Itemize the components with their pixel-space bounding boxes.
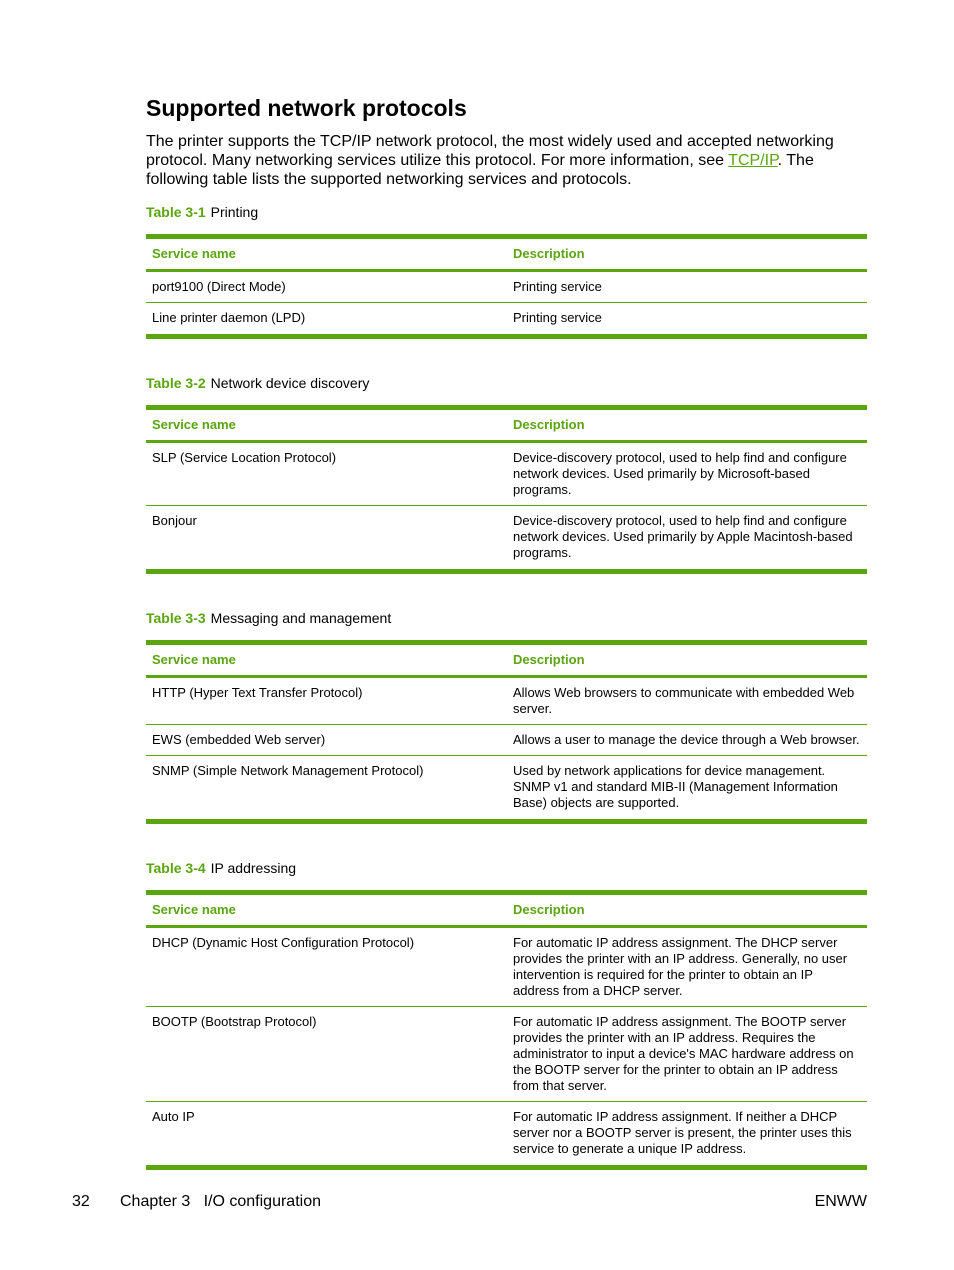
- table-ip-addressing: [146, 890, 867, 1170]
- table-row: [146, 271, 867, 303]
- column-header-service-name: Service name: [146, 237, 507, 271]
- column-header-description: Description: [507, 237, 867, 271]
- table-number: Table 3-3: [146, 610, 206, 626]
- service-name-cell: DHCP (Dynamic Host Configuration Protocol): [146, 927, 507, 1007]
- description-cell: Printing service: [507, 271, 867, 303]
- table-row: [146, 756, 867, 822]
- column-header-description: Description: [507, 643, 867, 677]
- table-header-row: [146, 893, 867, 927]
- table-printing: [146, 234, 867, 339]
- description-cell: For automatic IP address assignment. If neither a DHCP server nor a BOOTP server is present, the printer uses this service to generate a unique IP address.: [507, 1102, 867, 1168]
- service-name-cell: SNMP (Simple Network Management Protocol): [146, 756, 507, 822]
- table-header-row: [146, 237, 867, 271]
- table-header-row: [146, 408, 867, 442]
- description-cell: Allows a user to manage the device through a Web browser.: [507, 725, 867, 756]
- table-row: [146, 1007, 867, 1102]
- table-number: Table 3-2: [146, 375, 206, 391]
- table-row: [146, 303, 867, 337]
- chapter-title: Chapter 3 I/O configuration: [120, 1193, 321, 1210]
- service-name-cell: port9100 (Direct Mode): [146, 271, 507, 303]
- column-header-service-name: Service name: [146, 643, 507, 677]
- intro-paragraph: [146, 132, 867, 189]
- table-row: [146, 725, 867, 756]
- service-name-cell: SLP (Service Location Protocol): [146, 442, 507, 506]
- description-cell: Allows Web browsers to communicate with embedded Web server.: [507, 677, 867, 725]
- table-title: Printing: [210, 204, 259, 220]
- page-number: 32: [72, 1193, 90, 1210]
- service-name-cell: Bonjour: [146, 506, 507, 572]
- table-row: [146, 1102, 867, 1168]
- intro-text-before: The printer supports the TCP/IP network protocol, the most widely used and accepted networking protocol. Many networking services utilize this protocol. For more information, see: [146, 133, 834, 169]
- table-row: [146, 506, 867, 572]
- service-name-cell: HTTP (Hyper Text Transfer Protocol): [146, 677, 507, 725]
- service-name-cell: EWS (embedded Web server): [146, 725, 507, 756]
- table-caption-3-1: [146, 203, 867, 221]
- description-cell: Used by network applications for device management. SNMP v1 and standard MIB-II (Management Information Base) objects are supported.: [507, 756, 867, 822]
- column-header-service-name: Service name: [146, 408, 507, 442]
- description-cell: Printing service: [507, 303, 867, 337]
- table-number: Table 3-4: [146, 860, 206, 876]
- service-name-cell: BOOTP (Bootstrap Protocol): [146, 1007, 507, 1102]
- document-id: ENWW: [814, 1193, 867, 1210]
- table-row: [146, 442, 867, 506]
- table-messaging-and-management: [146, 640, 867, 824]
- intro-text-after: . The following table lists the supported networking services and protocols.: [146, 152, 814, 188]
- description-cell: For automatic IP address assignment. The BOOTP server provides the printer with an IP address. Requires the administrator to input a device's MAC hardware address on the BOOTP server for the printer to obtain an IP address from that server.: [507, 1007, 867, 1102]
- table-row: [146, 927, 867, 1007]
- table-title: Network device discovery: [210, 375, 370, 391]
- page-title: Supported network protocols: [146, 95, 467, 121]
- table-row: [146, 677, 867, 725]
- table-caption-3-4: [146, 859, 867, 877]
- column-header-description: Description: [507, 408, 867, 442]
- tcp-ip-link[interactable]: TCP/IP: [728, 152, 778, 169]
- table-header-row: [146, 643, 867, 677]
- table-title: IP addressing: [210, 860, 297, 876]
- table-number: Table 3-1: [146, 204, 206, 220]
- column-header-service-name: Service name: [146, 893, 507, 927]
- page-content: [146, 93, 867, 1170]
- description-cell: Device-discovery protocol, used to help find and configure network devices. Used primarily by Microsoft-based programs.: [507, 442, 867, 506]
- table-caption-3-3: [146, 609, 867, 627]
- table-network-device-discovery: [146, 405, 867, 574]
- service-name-cell: Line printer daemon (LPD): [146, 303, 507, 337]
- column-header-description: Description: [507, 893, 867, 927]
- table-caption-3-2: [146, 374, 867, 392]
- service-name-cell: Auto IP: [146, 1102, 507, 1168]
- table-title: Messaging and management: [210, 610, 392, 626]
- description-cell: Device-discovery protocol, used to help find and configure network devices. Used primarily by Apple Macintosh-based programs.: [507, 506, 867, 572]
- description-cell: For automatic IP address assignment. The DHCP server provides the printer with an IP address. Generally, no user intervention is required for the printer to obtain an IP address from a DHCP server.: [507, 927, 867, 1007]
